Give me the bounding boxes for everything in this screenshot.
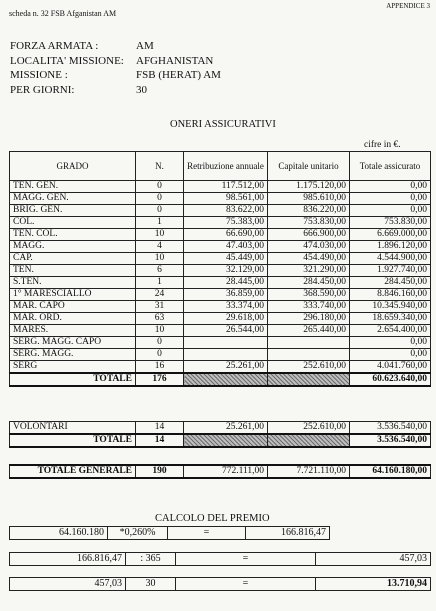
calc-equals: =: [168, 527, 246, 540]
totale-cell: 753.830,00: [350, 217, 431, 229]
capitale-cell: 333.740,00: [268, 301, 350, 313]
calc-operator: *0,260%: [108, 527, 168, 540]
grado-cell: VOLONTARI: [10, 422, 136, 435]
totale-cell: 1.927.740,00: [350, 265, 431, 277]
capitale-cell: 985.610,00: [268, 193, 350, 205]
shaded-cell: [268, 434, 350, 447]
col-header-grado: GRADO: [10, 152, 136, 181]
calc-title: CALCOLO DEL PREMIO: [155, 513, 270, 524]
volontari-table: [9, 421, 431, 448]
count-cell: 0: [136, 205, 184, 217]
totale-cell: 1.896.120,00: [350, 241, 431, 253]
totale-cell: 0,00: [350, 337, 431, 349]
totale-count: 14: [136, 434, 184, 447]
totale-generale-count: 190: [136, 465, 184, 478]
retribuzione-cell: 66.690,00: [184, 229, 268, 241]
calc-operand: 64.160.180: [10, 527, 108, 540]
capitale-cell: 753.830,00: [268, 217, 350, 229]
table-row: [10, 181, 431, 193]
calc-row-3: [9, 577, 431, 591]
capitale-cell: 1.175.120,00: [268, 181, 350, 193]
totale-cell: 18.659.340,00: [350, 313, 431, 325]
totale-cell: 3.536.540,00: [350, 422, 431, 435]
count-cell: 1: [136, 277, 184, 289]
grado-cell: MAR. ORD.: [10, 313, 136, 325]
appendix-label: APPENDICE 3: [386, 2, 430, 10]
retribuzione-cell: 33.374,00: [184, 301, 268, 313]
table-row: [10, 229, 431, 241]
grado-cell: TEN. GEN.: [10, 181, 136, 193]
capitale-cell: 284.450,00: [268, 277, 350, 289]
count-cell: 0: [136, 349, 184, 361]
totale-cell: 0,00: [350, 205, 431, 217]
totale-cell: 4.544.900,00: [350, 253, 431, 265]
table-row: [10, 313, 431, 325]
table-row: [10, 325, 431, 337]
table-row: [10, 337, 431, 349]
table-row: [10, 361, 431, 374]
count-cell: 0: [136, 337, 184, 349]
count-cell: 63: [136, 313, 184, 325]
totale-generale-table: [9, 464, 431, 479]
count-cell: 14: [136, 422, 184, 435]
totale-cell: 10.345.940,00: [350, 301, 431, 313]
count-cell: 24: [136, 289, 184, 301]
totale-count: 176: [136, 373, 184, 386]
col-header-capitale: Capitale unitario: [268, 152, 350, 181]
totale-generale-amount: 64.160.180,00: [350, 465, 431, 478]
totale-label: TOTALE: [10, 434, 136, 447]
count-cell: 10: [136, 253, 184, 265]
insurance-table: [9, 151, 431, 387]
retribuzione-cell: 47.403,00: [184, 241, 268, 253]
count-cell: 16: [136, 361, 184, 374]
retribuzione-cell: 29.618,00: [184, 313, 268, 325]
grado-cell: MAGG. GEN.: [10, 193, 136, 205]
table-row: [10, 349, 431, 361]
grado-cell: TEN.: [10, 265, 136, 277]
count-cell: 31: [136, 301, 184, 313]
calc-row-1: [9, 526, 330, 540]
retribuzione-cell: 45.449,00: [184, 253, 268, 265]
calc-result: 457,03: [316, 553, 431, 566]
count-cell: 6: [136, 265, 184, 277]
retribuzione-cell: 98.561,00: [184, 193, 268, 205]
retribuzione-cell: 25.261,00: [184, 422, 268, 435]
grado-cell: BRIG. GEN.: [10, 205, 136, 217]
grado-cell: COL.: [10, 217, 136, 229]
document-header: scheda n. 32 FSB Afganistan AM: [9, 9, 117, 18]
count-cell: 4: [136, 241, 184, 253]
capitale-cell: 321.290,00: [268, 265, 350, 277]
info-label: FORZA ARMATA :: [10, 40, 99, 52]
grado-cell: 1° MARESCIALLO: [10, 289, 136, 301]
grado-cell: TEN. COL.: [10, 229, 136, 241]
section-title: ONERI ASSICURATIVI: [170, 119, 276, 130]
retribuzione-cell: 28.445,00: [184, 277, 268, 289]
table-row: [10, 289, 431, 301]
totale-cell: 6.669.000,00: [350, 229, 431, 241]
count-cell: 1: [136, 217, 184, 229]
grado-cell: MAGG.: [10, 241, 136, 253]
table-row: [10, 253, 431, 265]
calc-operator: : 365: [126, 553, 176, 566]
table-row: [10, 205, 431, 217]
calc-equals: =: [176, 578, 316, 591]
retribuzione-cell: [184, 337, 268, 349]
unit-note: cifre in €.: [364, 140, 401, 150]
col-header-totale: Totale assicurato: [350, 152, 431, 181]
volontari-row: [10, 422, 431, 435]
retribuzione-cell: 36.859,00: [184, 289, 268, 301]
totale-label: TOTALE: [10, 373, 136, 386]
totale-row: [10, 373, 431, 386]
col-header-retribuzione: Retribuzione annuale: [184, 152, 268, 181]
info-value: FSB (HERAT) AM: [136, 69, 221, 81]
totale-cell: 0,00: [350, 349, 431, 361]
retribuzione-cell: 32.129,00: [184, 265, 268, 277]
shaded-cell: [268, 373, 350, 386]
capitale-cell: 368.590,00: [268, 289, 350, 301]
calc-equals: =: [176, 553, 316, 566]
retribuzione-cell: 117.512,00: [184, 181, 268, 193]
retribuzione-cell: 25.261,00: [184, 361, 268, 374]
totale-row: [10, 434, 431, 447]
capitale-cell: [268, 349, 350, 361]
totale-generale-row: [10, 465, 431, 478]
totale-amount: 3.536.540,00: [350, 434, 431, 447]
totale-cell: 2.654.400,00: [350, 325, 431, 337]
info-value: AFGHANISTAN: [136, 55, 214, 67]
totale-cell: 4.041.760,00: [350, 361, 431, 374]
table-row: [10, 241, 431, 253]
retribuzione-cell: 26.544,00: [184, 325, 268, 337]
retribuzione-cell: [184, 349, 268, 361]
calc-row-2: [9, 552, 431, 566]
capitale-cell: 474.030,00: [268, 241, 350, 253]
capitale-cell: 252.610,00: [268, 361, 350, 374]
grado-cell: CAP.: [10, 253, 136, 265]
calc-operator: 30: [126, 578, 176, 591]
capitale-cell: [268, 337, 350, 349]
totale-generale-retribuzione: 772.111,00: [184, 465, 268, 478]
info-label: LOCALITA' MISSIONE:: [10, 55, 124, 67]
shaded-cell: [184, 434, 268, 447]
totale-cell: 0,00: [350, 181, 431, 193]
grado-cell: MARES.: [10, 325, 136, 337]
table-row: [10, 265, 431, 277]
info-value: 30: [136, 84, 147, 96]
retribuzione-cell: 75.383,00: [184, 217, 268, 229]
info-label: MISSIONE :: [10, 69, 68, 81]
calc-operand: 457,03: [10, 578, 126, 591]
capitale-cell: 265.440,00: [268, 325, 350, 337]
calc-operand: 166.816,47: [10, 553, 126, 566]
totale-generale-capitale: 7.721.110,00: [268, 465, 350, 478]
info-label: PER GIORNI:: [10, 84, 75, 96]
grado-cell: MAR. CAPO: [10, 301, 136, 313]
totale-generale-label: TOTALE GENERALE: [10, 465, 136, 478]
totale-cell: 8.846.160,00: [350, 289, 431, 301]
grado-cell: SERG. MAGG. CAPO: [10, 337, 136, 349]
totale-cell: 0,00: [350, 193, 431, 205]
grado-cell: SERG. MAGG.: [10, 349, 136, 361]
capitale-cell: 252.610,00: [268, 422, 350, 435]
capitale-cell: 296.180,00: [268, 313, 350, 325]
capitale-cell: 666.900,00: [268, 229, 350, 241]
grado-cell: SERG: [10, 361, 136, 374]
capitale-cell: 454.490,00: [268, 253, 350, 265]
table-row: [10, 193, 431, 205]
count-cell: 10: [136, 229, 184, 241]
count-cell: 10: [136, 325, 184, 337]
info-value: AM: [136, 40, 154, 52]
grado-cell: S.TEN.: [10, 277, 136, 289]
retribuzione-cell: 83.622,00: [184, 205, 268, 217]
table-row: [10, 217, 431, 229]
totale-cell: 284.450,00: [350, 277, 431, 289]
col-header-n: N.: [136, 152, 184, 181]
table-header-row: [10, 152, 431, 181]
totale-amount: 60.623.640,00: [350, 373, 431, 386]
table-row: [10, 277, 431, 289]
count-cell: 0: [136, 193, 184, 205]
count-cell: 0: [136, 181, 184, 193]
capitale-cell: 836.220,00: [268, 205, 350, 217]
table-row: [10, 301, 431, 313]
calc-result-final: 13.710,94: [316, 578, 431, 591]
shaded-cell: [184, 373, 268, 386]
calc-result: 166.816,47: [246, 527, 330, 540]
